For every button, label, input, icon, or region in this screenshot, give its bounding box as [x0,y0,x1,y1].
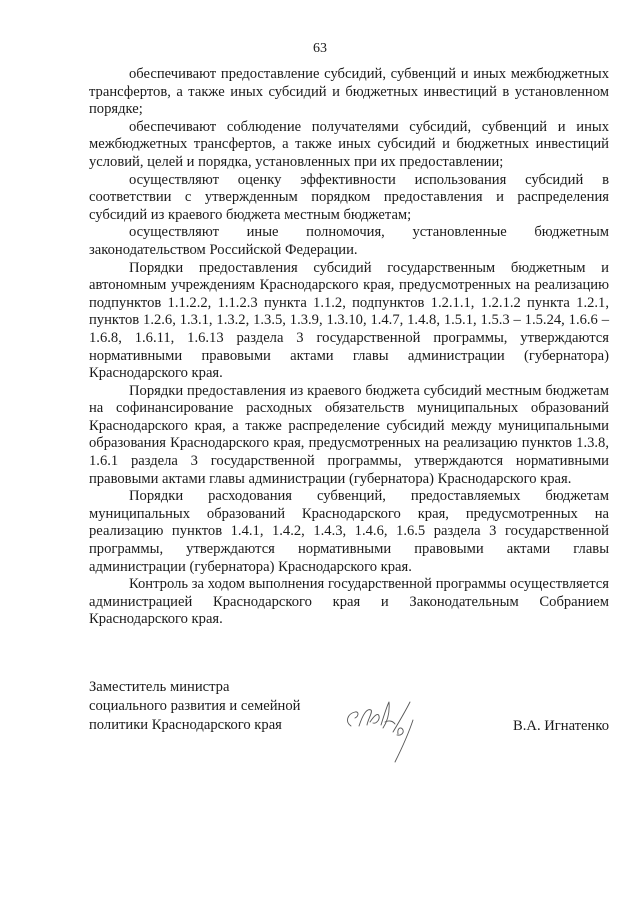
paragraph-1: обеспечивают предоставление субсидий, субвенций и иных межбюджетных трансфертов, а также иных субсидий и бюджетных инвестиций в установленном порядке; [89,66,609,118]
paragraph-3: осуществляют оценку эффективности использования субсидий в соответствии с утвержденным порядком предоставления и распределения субсидий из краевого бюджета местным бюджетам; [89,171,609,223]
paragraph-8: Контроль за ходом выполнения государственной программы осуществляется администрацией Краснодарского края и Законодательным Собранием Краснодарского края. [89,576,609,628]
paragraph-4: осуществляют иные полномочия, установленные бюджетным законодательством Российской Федерации. [89,224,609,258]
signer-title [89,678,329,735]
document-body [89,66,609,629]
signer-title-line-2: социального развития и семейной [89,698,301,714]
page-number: 63 [313,41,327,56]
paragraph-2: обеспечивают соблюдение получателями субсидий, субвенций и иных межбюджетных трансфертов, а также иных субсидий и бюджетных инвестиций условий, целей и порядка, установленных при их предоставлении; [89,118,609,170]
paragraph-7: Порядки расходования субвенций, предоставляемых бюджетам муниципальных образований Краснодарского края, предусмотренных на реализацию пунктов 1.4.1, 1.4.2, 1.4.3, 1.4.6, 1.6.5 раздела 3 государственной программы, утверждаются нормативными правовыми актами главы администрации (губернатора) Краснодарского края. [89,488,609,575]
paragraph-5: Порядки предоставления субсидий государственным бюджетным и автономным учреждениям Краснодарского края, предусмотренных на реализацию подпунктов 1.1.2.2, 1.1.2.3 пункта 1.1.2, подпунктов 1.2.1.1, 1.2.1.2 пункта 1.2.1, пунктов 1.2.6, 1.3.1, 1.3.2, 1.3.5, 1.3.9, 1.3.10, 1.4.7, 1.4.8, 1.5.1, 1.5.3 – 1.5.24, 1.6.6 – 1.6.8, 1.6.11, 1.6.13 раздела 3 государственной программы, утверждаются нормативными правовыми актами главы администрации (губернатора) Краснодарского края. [89,259,609,382]
signer-title-line-3: политики Краснодарского края [89,717,282,733]
handwritten-signature [337,692,447,764]
signer-name: В.А. Игнатенко [513,718,609,734]
signature-block [89,678,609,768]
signer-title-line-1: Заместитель министра [89,679,230,695]
paragraph-6: Порядки предоставления из краевого бюджета субсидий местным бюджетам на софинансирование расходных обязательств муниципальных образований Краснодарского края, а также распределение субсидий между муниципальными образования Краснодарского края, предусмотренных на реализацию пунктов 1.3.8, 1.6.1 раздела 3 государственной программы, утверждаются нормативными правовыми актами главы администрации (губернатора) Краснодарского края. [89,382,609,487]
